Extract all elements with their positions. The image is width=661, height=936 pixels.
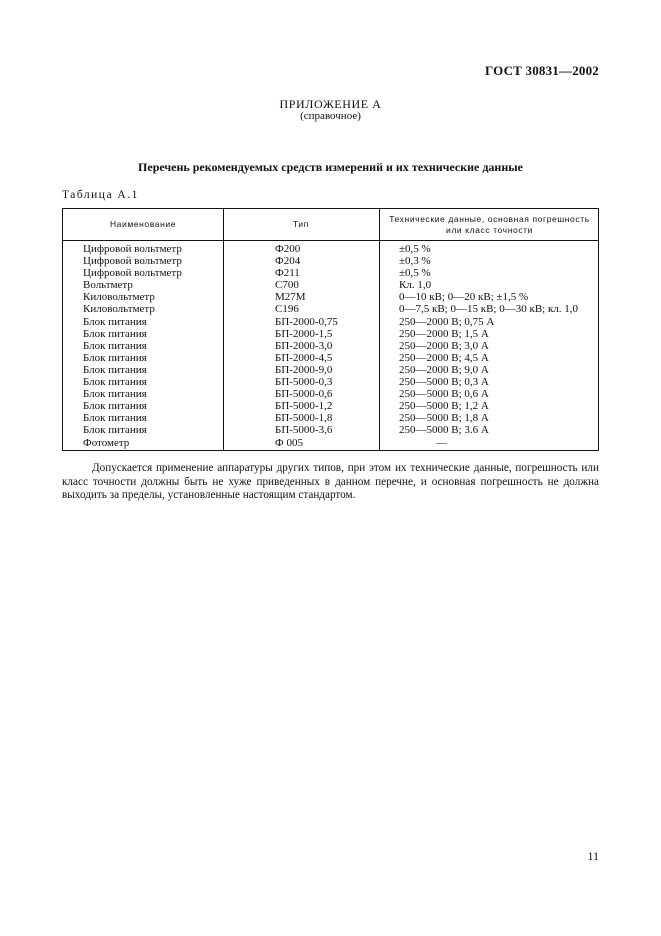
column-header-specs: Технические данные, основная погрешность или класс точности	[389, 213, 590, 235]
cell-type: Ф204	[275, 255, 301, 268]
cell-specs: 250—2000 В; 3,0 А	[399, 339, 489, 352]
cell-type: БП-2000-9,0	[275, 363, 333, 376]
table-row	[63, 243, 598, 255]
table-row	[63, 255, 598, 267]
table-row	[63, 376, 598, 388]
appendix-subtitle: (справочное)	[300, 110, 361, 122]
table-row	[63, 303, 598, 315]
note-paragraph	[62, 462, 599, 503]
instruments-table	[62, 208, 599, 451]
cell-name: Блок питания	[83, 376, 147, 389]
cell-specs: 250—2000 В; 1,5 А	[399, 327, 489, 340]
table-row	[63, 412, 598, 424]
cell-specs: 0—7,5 кВ; 0—15 кВ; 0—30 кВ; кл. 1,0	[399, 303, 579, 316]
table-row	[63, 291, 598, 303]
table-row	[63, 424, 598, 436]
table-row	[63, 400, 598, 412]
table-row	[63, 328, 598, 340]
cell-type: БП-5000-1,2	[275, 400, 333, 413]
cell-type: Ф200	[275, 243, 301, 255]
cell-type: БП-2000-3,0	[275, 339, 333, 352]
cell-name: Киловольтметр	[83, 303, 155, 316]
cell-name: Блок питания	[83, 400, 147, 413]
column-header-type: Тип	[293, 219, 309, 229]
cell-type: БП-2000-4,5	[275, 351, 333, 364]
table-row	[63, 267, 598, 279]
cell-specs: 250—5000 В; 3.6 А	[399, 424, 489, 437]
cell-name: Блок питания	[83, 351, 147, 364]
appendix-title: ПРИЛОЖЕНИЕ А	[279, 97, 382, 111]
cell-specs: ±0,5 %	[399, 243, 431, 255]
cell-specs: 250—5000 В; 0,3 А	[399, 376, 489, 389]
cell-type: БП-5000-0,6	[275, 388, 333, 401]
table-body	[63, 243, 598, 449]
cell-name: Блок питания	[83, 388, 147, 401]
cell-type: БП-5000-0,3	[275, 376, 333, 389]
cell-type: БП-2000-0,75	[275, 315, 338, 328]
cell-name: Блок питания	[83, 315, 147, 328]
header-divider	[63, 240, 598, 241]
cell-name: Цифровой вольтметр	[83, 255, 182, 268]
table-row	[63, 352, 598, 364]
cell-specs: 250—5000 В; 1,8 А	[399, 412, 489, 425]
cell-specs: 250—5000 В; 0,6 А	[399, 388, 489, 401]
cell-specs: 250—2000 В; 4,5 А	[399, 351, 489, 364]
table-row	[63, 437, 598, 449]
table-row	[63, 388, 598, 400]
cell-name: Блок питания	[83, 339, 147, 352]
note-text: Допускается применение аппаратуры других типов, при этом их технические данные, погрешность или класс точности должны быть не хуже приведенных в данном перечне, и основная погрешность не должна выходить за пределы, установленные настоящим стандартом.	[62, 462, 599, 502]
standard-code: ГОСТ 30831—2002	[484, 63, 599, 78]
cell-name: Блок питания	[83, 424, 147, 437]
table-row	[63, 279, 598, 291]
cell-name: Блок питания	[83, 363, 147, 376]
cell-type: С196	[275, 303, 299, 316]
column-header-name: Наименование	[109, 219, 177, 229]
cell-specs: 250—2000 В; 9,0 А	[399, 363, 489, 376]
cell-specs: Кл. 1,0	[399, 279, 432, 292]
page-number: 11	[587, 849, 599, 863]
cell-type: БП-2000-1,5	[275, 327, 333, 340]
cell-type: БП-5000-1,8	[275, 412, 333, 425]
cell-type: БП-5000-3,6	[275, 424, 333, 437]
cell-type: Ф211	[275, 267, 300, 280]
cell-name: Цифровой вольтметр	[83, 243, 182, 255]
cell-type: С700	[275, 279, 299, 292]
cell-specs: —	[436, 436, 447, 449]
cell-type: М27М	[275, 291, 306, 304]
cell-specs: 0—10 кВ; 0—20 кВ; ±1,5 %	[399, 291, 529, 304]
list-title: Перечень рекомендуемых средств измерений и их технические данные	[138, 160, 523, 174]
cell-specs: ±0,5 %	[399, 267, 431, 280]
cell-name: Блок питания	[83, 327, 147, 340]
cell-name: Блок питания	[83, 412, 147, 425]
table-row	[63, 316, 598, 328]
cell-specs: 250—5000 В; 1,2 А	[399, 400, 489, 413]
table-row	[63, 364, 598, 376]
cell-name: Киловольтметр	[83, 291, 155, 304]
table-row	[63, 340, 598, 352]
cell-type: Ф 005	[275, 436, 303, 449]
cell-name: Цифровой вольтметр	[83, 267, 182, 280]
cell-specs: 250—2000 В; 0,75 А	[399, 315, 495, 328]
table-caption: Таблица А.1	[62, 189, 139, 201]
cell-name: Вольтметр	[83, 279, 133, 292]
cell-specs: ±0,3 %	[399, 255, 431, 268]
cell-name: Фотометр	[83, 436, 130, 449]
